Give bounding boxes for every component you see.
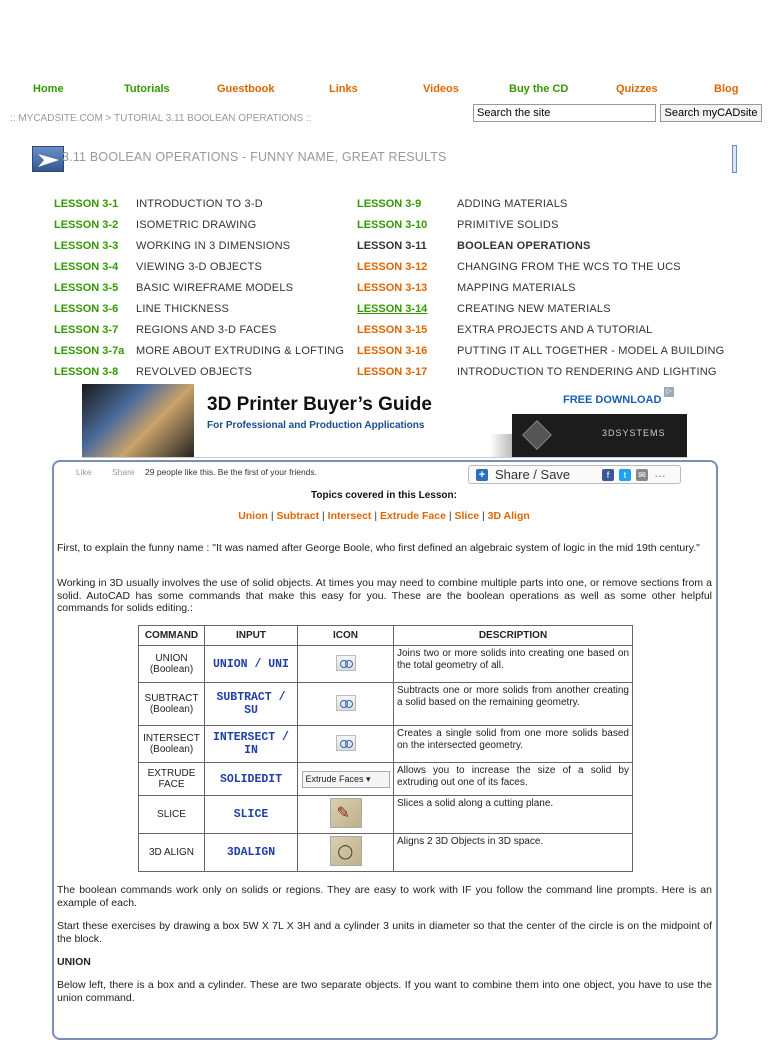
lesson-3-1-link[interactable]: LESSON 3-1	[54, 198, 119, 210]
column-header: ICON	[298, 626, 394, 646]
lesson-3-3-link[interactable]: LESSON 3-3	[54, 240, 119, 252]
column-header: COMMAND	[139, 626, 205, 646]
ad-product-images	[82, 384, 194, 458]
search-input[interactable]	[473, 104, 656, 122]
command-cell	[139, 726, 205, 763]
input-cell: UNION / UNI	[205, 646, 298, 683]
lesson-3-15-link[interactable]: LESSON 3-15	[357, 324, 428, 336]
command-cell	[139, 683, 205, 726]
exercise-paragraph: Start these exercises by drawing a box 5W X 7L X 3H and a cylinder 3 units in diameter so that the center of the circle is on the midpoint of the block.	[57, 920, 712, 945]
lesson-3-2-link[interactable]: LESSON 3-2	[54, 219, 119, 231]
command-cell	[139, 646, 205, 683]
intersect-icon	[336, 735, 356, 751]
nav-links-link[interactable]: Links	[329, 83, 358, 95]
topic-intersect-link[interactable]: Intersect	[327, 510, 372, 522]
lesson-3-16-link[interactable]: LESSON 3-16	[357, 345, 428, 357]
column-header: INPUT	[205, 626, 298, 646]
icon-cell	[298, 726, 394, 763]
table-row	[139, 683, 633, 726]
lesson-title: CHANGING FROM THE WCS TO THE UCS	[457, 261, 681, 273]
nav-videos-link[interactable]: Videos	[423, 83, 459, 95]
topic-3d-align-link[interactable]: 3D Align	[487, 510, 530, 522]
topic-subtract-link[interactable]: Subtract	[276, 510, 320, 522]
icon-cell	[298, 646, 394, 683]
title-scroll-marker	[732, 145, 737, 173]
command-sub: (Boolean)	[149, 744, 194, 755]
input-cell: 3DALIGN	[205, 834, 298, 872]
topic-slice-link[interactable]: Slice	[454, 510, 480, 522]
lesson-3-6-link[interactable]: LESSON 3-6	[54, 303, 119, 315]
command-name: EXTRUDE	[147, 768, 196, 779]
lesson-title: INTRODUCTION TO RENDERING AND LIGHTING	[457, 366, 717, 378]
lesson-title: LINE THICKNESS	[136, 303, 230, 315]
table-row	[139, 796, 633, 834]
extrude-faces-icon: Extrude Faces ▾	[302, 771, 390, 788]
lesson-title: MAPPING MATERIALS	[457, 282, 576, 294]
lesson-row	[0, 282, 768, 298]
solids-paragraph: Working in 3D usually involves the use of solid objects. At times you may need to combine multiple parts into one, or remove sections from a solid. AutoCAD has some commands that make this easy for you. These are the boolean operations as well as some other helpful commands for solids editing.:	[57, 577, 712, 614]
ad-title: 3D Printer Buyer’s Guide	[207, 394, 432, 415]
lesson-title: ISOMETRIC DRAWING	[136, 219, 257, 231]
table-row	[139, 763, 633, 796]
lesson-title: ADDING MATERIALS	[457, 198, 568, 210]
icon-cell	[298, 796, 394, 834]
icon-cell	[298, 683, 394, 726]
command-sub: (Boolean)	[149, 704, 194, 715]
lesson-title: MORE ABOUT EXTRUDING & LOFTING	[136, 345, 345, 357]
input-cell: SUBTRACT / SU	[205, 683, 298, 726]
lesson-title: VIEWING 3-D OBJECTS	[136, 261, 263, 273]
input-cell: INTERSECT / IN	[205, 726, 298, 763]
description-cell: Aligns 2 3D Objects in 3D space.	[394, 834, 633, 872]
facebook-icon[interactable]: f	[602, 469, 614, 481]
3d-align-icon: ◯	[330, 836, 362, 866]
lesson-3-9-link[interactable]: LESSON 3-9	[357, 198, 422, 210]
command-name: 3D ALIGN	[148, 847, 195, 858]
topic-extrude-face-link[interactable]: Extrude Face	[380, 510, 446, 522]
lesson-3-7a-link[interactable]: LESSON 3-7a	[54, 345, 125, 357]
input-cell: SOLIDEDIT	[205, 763, 298, 796]
lesson-title: WORKING IN 3 DIMENSIONS	[136, 240, 291, 252]
command-name: INTERSECT	[143, 733, 200, 744]
twitter-icon[interactable]: t	[619, 469, 631, 481]
description-cell: Joins two or more solids into creating one based on the total geometry of all.	[394, 646, 633, 683]
lesson-3-11-current: LESSON 3-11	[357, 240, 427, 252]
lesson-3-13-link[interactable]: LESSON 3-13	[357, 282, 428, 294]
top-nav	[0, 83, 768, 97]
table-row	[139, 834, 633, 872]
lesson-3-7-link[interactable]: LESSON 3-7	[54, 324, 119, 336]
lesson-row	[0, 198, 768, 214]
command-cell	[139, 796, 205, 834]
lesson-row	[0, 324, 768, 340]
lesson-3-8-link[interactable]: LESSON 3-8	[54, 366, 119, 378]
ad-free-download-link[interactable]: FREE DOWNLOAD	[563, 394, 662, 406]
union-paragraph: Below left, there is a box and a cylinder. These are two separate objects. If you want to combine them into one object, you have to use the union command.	[57, 979, 712, 1004]
facebook-like-bar	[76, 467, 317, 477]
slice-icon: ✎	[330, 798, 362, 828]
nav-tutorials-link[interactable]: Tutorials	[124, 83, 170, 95]
adchoices-icon[interactable]: ▷	[664, 387, 674, 397]
lesson-row	[0, 303, 768, 319]
ad-logo-text: 3DSYSTEMS	[602, 428, 666, 438]
nav-home-link[interactable]: Home	[33, 83, 64, 95]
page-title: 3.11 BOOLEAN OPERATIONS - FUNNY NAME, GREAT RESULTS	[62, 150, 447, 164]
command-cell	[139, 763, 205, 796]
union-heading: UNION	[57, 956, 91, 968]
lesson-row	[0, 345, 768, 361]
boolean-command-table	[138, 625, 633, 872]
lesson-title: PRIMITIVE SOLIDS	[457, 219, 559, 231]
lesson-title-current: BOOLEAN OPERATIONS	[457, 240, 591, 252]
description-cell: Allows you to increase the size of a solid by extruding out one of its faces.	[394, 763, 633, 796]
extrude-faces-label: Extrude Faces	[305, 773, 364, 784]
lesson-3-12-link[interactable]: LESSON 3-12	[357, 261, 428, 273]
command-name: UNION	[155, 653, 188, 664]
lesson-title: REVOLVED OBJECTS	[136, 366, 253, 378]
email-icon[interactable]: ✉	[636, 469, 648, 481]
table-row	[139, 726, 633, 763]
command-name: SUBTRACT	[144, 693, 199, 704]
command-sub: (Boolean)	[149, 664, 194, 675]
column-header: DESCRIPTION	[394, 626, 633, 646]
lesson-3-14-link[interactable]: LESSON 3-14	[357, 303, 428, 315]
lesson-row	[0, 261, 768, 277]
topics-heading: Topics covered in this Lesson:	[311, 490, 457, 501]
nav-quizzes-link[interactable]: Quizzes	[616, 83, 658, 95]
description-cell: Slices a solid along a cutting plane.	[394, 796, 633, 834]
lesson-3-10-link[interactable]: LESSON 3-10	[357, 219, 428, 231]
description-cell: Subtracts one or more solids from another creating a solid based on the remaining geometry.	[394, 683, 633, 726]
icon-cell	[298, 763, 394, 796]
share-link[interactable]: Share	[111, 467, 135, 477]
nav-blog-link[interactable]: Blog	[714, 83, 739, 95]
lesson-row	[0, 366, 768, 382]
like-count-text: 29 people like this. Be the first of your friends.	[145, 467, 318, 477]
table-header-row	[139, 626, 633, 646]
ad-banner[interactable]	[82, 384, 687, 458]
breadcrumb: :: MYCADSITE.COM > TUTORIAL 3.11 BOOLEAN OPERATIONS ::	[10, 113, 312, 124]
like-button[interactable]: Like	[76, 467, 92, 477]
topic-links: Union | Subtract | Intersect | Extrude Face | Slice | 3D Align	[238, 510, 530, 522]
lesson-title: REGIONS AND 3-D FACES	[136, 324, 277, 336]
lesson-title: EXTRA PROJECTS AND A TUTORIAL	[457, 324, 653, 336]
ad-subtitle: For Professional and Production Applications	[207, 420, 425, 431]
command-sub: FACE	[158, 779, 185, 790]
lesson-3-5-link[interactable]: LESSON 3-5	[54, 282, 119, 294]
nav-buy-cd-link[interactable]: Buy the CD	[509, 83, 569, 95]
lesson-title: INTRODUCTION TO 3-D	[136, 198, 263, 210]
lesson-title: CREATING NEW MATERIALS	[457, 303, 611, 315]
lesson-title: BASIC WIREFRAME MODELS	[136, 282, 294, 294]
lesson-3-17-link[interactable]: LESSON 3-17	[357, 366, 428, 378]
topic-union-link[interactable]: Union	[238, 510, 268, 522]
lesson-3-4-link[interactable]: LESSON 3-4	[54, 261, 119, 273]
share-save-button[interactable]	[468, 465, 681, 484]
lesson-title: PUTTING IT ALL TOGETHER - MODEL A BUILDING	[457, 345, 725, 357]
table-row	[139, 646, 633, 683]
lesson-row	[0, 219, 768, 235]
description-cell: Creates a single solid from one more solids based on the intersected geometry.	[394, 726, 633, 763]
command-cell	[139, 834, 205, 872]
command-name: SLICE	[157, 809, 186, 820]
subtract-icon	[336, 695, 356, 711]
icon-cell	[298, 834, 394, 872]
search-button[interactable]: Search myCADsite	[660, 104, 762, 122]
tutorial-arrow-icon	[32, 146, 64, 172]
plus-icon: +	[476, 469, 488, 481]
share-save-label: Share / Save	[495, 467, 571, 482]
boolean-paragraph: The boolean commands work only on solids or regions. They are easy to work with IF you follow the command line prompts. Here is an example of each.	[57, 884, 712, 909]
input-cell: SLICE	[205, 796, 298, 834]
more-icon[interactable]: …	[654, 466, 666, 480]
lesson-row	[0, 240, 768, 256]
nav-guestbook-link[interactable]: Guestbook	[217, 83, 275, 95]
intro-paragraph: First, to explain the funny name : "It was named after George Boole, who first defined an algebraic system of logic in the mid 19th century."	[57, 542, 700, 554]
union-icon	[336, 655, 356, 671]
